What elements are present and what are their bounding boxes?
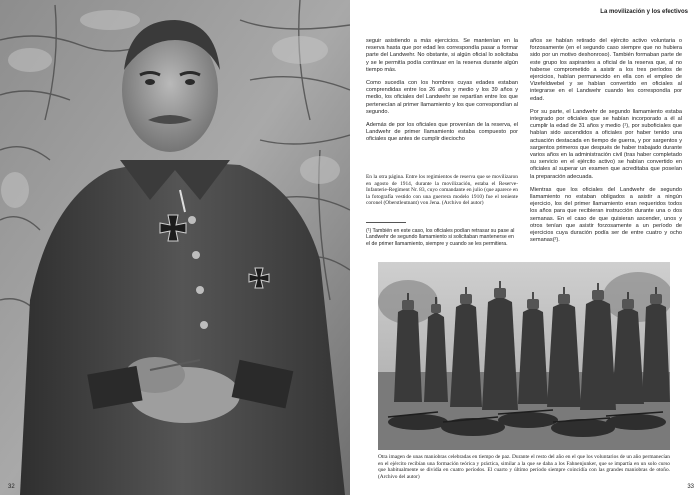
footnote: (¹) También en este caso, los oficiales podían retrasar su pase al Landwehr de segundo llamamiento si solicitaban mantenerse en el de primer llamamiento, siempre y cuando se les permitiera.	[366, 228, 515, 247]
photo-caption-left: En la otra página. Entre los regimientos de reserva que se movilizaron en agosto de 1914, durante la movilización, estaba el Reserve-Infanterie-Regiment Nr. 83, cuyo comandante en julio (que aparece en la fotografía vestido con una guerrera modelo 1910) fue el teniente coronel (Oberstleutnant) von Jena. (Archivo del autor)	[366, 174, 518, 207]
paragraph: seguir asistiendo a más ejercicios. Se mantenían en la reserva hasta que por edad les correspondía pasar a formar parte del Landwehr. No obstante, si algún oficial lo solicitaba y se le permitía podía continuar en la reserva durante algún tiempo más.	[366, 38, 518, 73]
photo-caption-right: Otra imagen de unas maniobras celebradas en tiempo de paz. Durante el resto del año en el que los voluntarios de un año permanecían en el ejército recibían una formación teórica y práctica, similar a la que se daba a los Fahnenjunker, que se impartía en un solo curso que habitualmente se dividía en cuatro períodos. El cuarto y último período siempre coincidía con las grandes maniobras de otoño. (Archivo del autor)	[378, 454, 670, 480]
footnote-rule	[366, 222, 406, 223]
left-page-number: 32	[8, 484, 15, 490]
paragraph: Mientras que los oficiales del Landwehr de segundo llamamiento no estaban obligados a asistir a ningún ejercicio, los del primer llamamiento eran requeridos todos los años para que recibieran instrucción durante una o dos semanas. En el caso de que quisieran ascender, unos y otros tenían que asistir forzosamente a un período de ejercicios cuya duración podía ser de entre cuatro y ocho semanas(²).	[530, 186, 682, 244]
maneuvers-photo	[378, 262, 670, 450]
paragraph: Además de por los oficiales que provenían de la reserva, el Landwehr de primer llamamiento estaba compuesto por oficiales que antes de cumplir dieciocho	[366, 122, 518, 143]
text-column-right	[530, 38, 682, 250]
running-head: La movilización y los efectivos	[600, 9, 688, 15]
paragraph: Como sucedía con los hombres cuyas edades estaban comprendidas entre los 26 años y medio y los 39 años y medio, los oficiales del Landwehr se repartían entre los que pertenecían al primer llamamiento y los que correspondían al segundo.	[366, 80, 518, 115]
paragraph: años se habían retirado del ejército activo voluntaria o forzosamente (en el segundo caso siempre que no hubiera sido por un motivo deshonroso). También formaban parte de este grupo los aspirantes a oficial de la reserva que, al no haberse comprometido a asistir a los tres períodos de ejercicios, habían permanecido en ella con el empleo de Vizefeldwebel y se habían convertido en oficiales al integrarse en el Landwehr cuando les correspondía por edad.	[530, 38, 682, 102]
right-page-number: 33	[687, 484, 694, 490]
text-column-left	[366, 38, 518, 150]
paragraph: Por su parte, el Landwehr de segundo llamamiento estaba integrado por oficiales que se habían incorporado a él al cumplir la edad de 31 años y medio (¹), por suboficiales que habían sido ascendidos a oficiales por haber tenido una actuación destacada en tiempo de guerra, y por sargentos y sargentos primeros que después de haber trabajado durante varios años en la administración civil (tras haber completado su servicio en el ejército activo) se habían convertido en oficiales al superar un examen que acreditaba que poseían la preparación adecuada.	[530, 108, 682, 180]
